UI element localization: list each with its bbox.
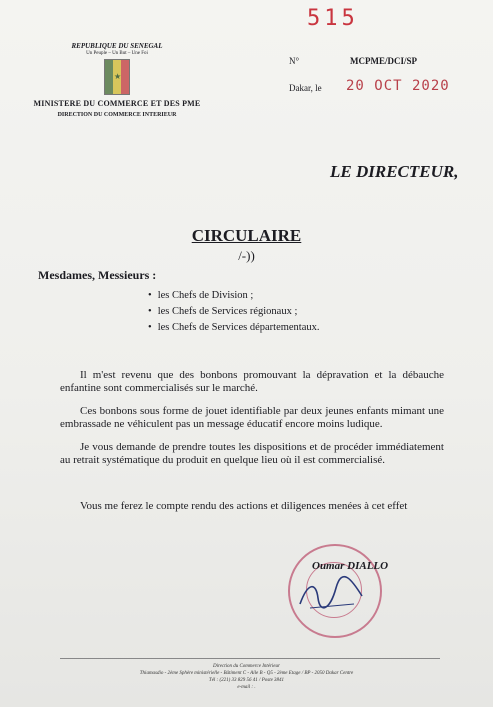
footer-address: Thiamasdio - 2ème Sphère ministérielle - Bâtiment C - Aile B - Q5 - 2ème Etage / BP - 2050 Dakar Centre <box>139 671 354 676</box>
circular-reference: /-)) <box>238 248 255 263</box>
paragraph <box>60 405 444 431</box>
list-item: • les Chefs de Services régionaux ; <box>148 306 320 317</box>
handwritten-signature <box>296 574 366 614</box>
document-title: CIRCULAIRE <box>191 226 302 245</box>
recipient-list <box>148 290 320 338</box>
senegal-flag-icon: ★ <box>104 59 130 95</box>
republic-name: REPUBLIQUE DU SENEGAL <box>71 42 163 50</box>
date-label: Dakar, le <box>289 83 322 93</box>
paragraph-text: Je vous demande de prendre toutes les dispositions et de procéder immédiatement au retrait systématique du produit en quelque lieu où il est commercialisé. <box>60 441 444 466</box>
footer-email: e-mail : . <box>237 685 256 690</box>
ministry-name: MINISTERE DU COMMERCE ET DES PME <box>33 99 201 108</box>
paragraph-text: Il m'est revenu que des bonbons promouvant la dépravation et la débauche enfantine sont commercialisés sur le marché. <box>60 369 444 394</box>
list-item: • les Chefs de Services départementaux. <box>148 322 320 333</box>
reference-number-label: N° <box>289 56 300 66</box>
letterhead <box>22 42 212 118</box>
footer-phone: Tél : (221) 33 829 56 41 / Poste 3841 <box>208 678 285 683</box>
paragraph <box>60 500 444 513</box>
paragraph-text: Ces bonbons sous forme de jouet identifiable par deux jeunes enfants mimant une embrassade ne véhiculent pas un message éducatif encore moins ludique. <box>60 405 444 430</box>
footer-divider <box>60 658 440 659</box>
national-motto: Un Peuple – Un But – Une Foi <box>86 51 148 56</box>
signer-name: Oumar DIALLO <box>312 560 389 572</box>
paragraph <box>60 441 444 467</box>
paragraph-text: Vous me ferez le compte rendu des actions et diligences menées à cet effet <box>80 500 408 512</box>
salutation: Mesdames, Messieurs : <box>38 268 157 282</box>
date-stamp: 20 OCT 2020 <box>346 78 450 94</box>
registry-number-stamp: 515 <box>307 6 359 31</box>
list-item: • les Chefs de Division ; <box>148 290 320 301</box>
footer-direction: Direction du Commerce Intérieur <box>213 664 280 669</box>
reference-code: MCPME/DCI/SP <box>350 56 417 66</box>
sender-title: LE DIRECTEUR, <box>330 162 459 181</box>
direction-name: DIRECTION DU COMMERCE INTERIEUR <box>57 112 177 118</box>
paragraph <box>60 369 444 395</box>
